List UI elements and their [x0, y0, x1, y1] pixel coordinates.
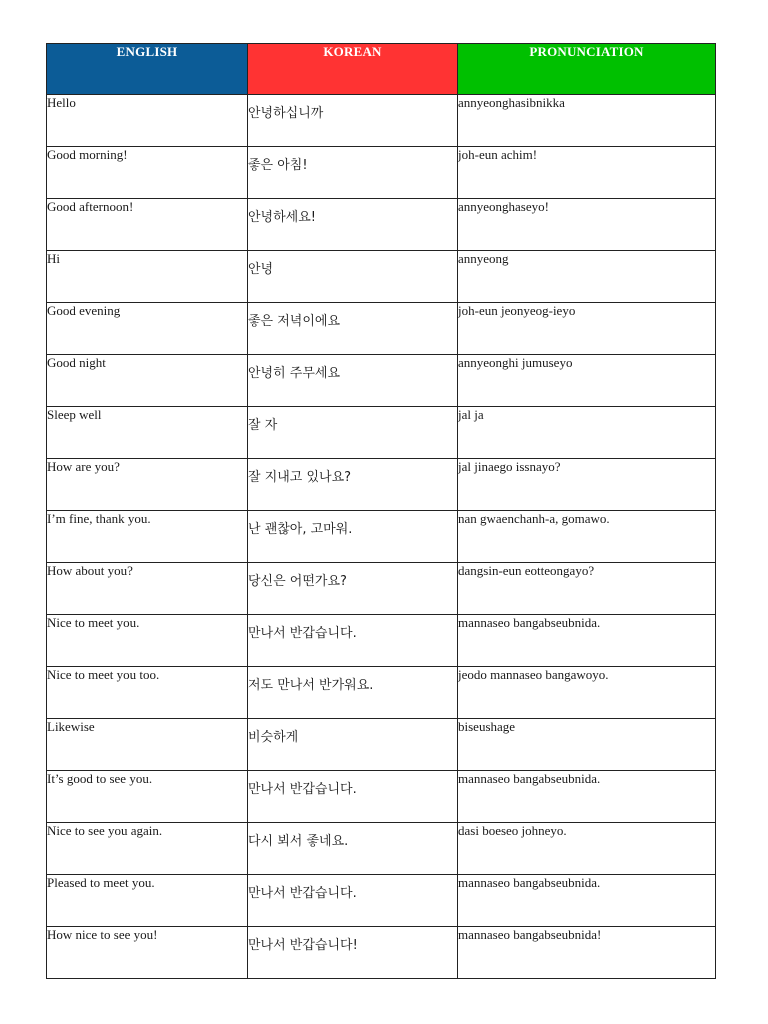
table-row: [47, 511, 716, 563]
table-row: [47, 823, 716, 875]
korean-cell: 좋은 아침!: [248, 147, 458, 199]
table-row: [47, 615, 716, 667]
english-cell: I’m fine, thank you.: [47, 511, 248, 563]
korean-cell: 안녕히 주무세요: [248, 355, 458, 407]
korean-cell: 만나서 반갑습니다!: [248, 927, 458, 979]
pronunciation-cell: jal jinaego issnayo?: [458, 459, 716, 511]
pronunciation-cell: dangsin-eun eotteongayo?: [458, 563, 716, 615]
english-cell: Nice to see you again.: [47, 823, 248, 875]
english-cell: Likewise: [47, 719, 248, 771]
table-row: [47, 147, 716, 199]
pronunciation-cell: joh-eun achim!: [458, 147, 716, 199]
korean-cell: 안녕하세요!: [248, 199, 458, 251]
english-cell: Good night: [47, 355, 248, 407]
table-row: [47, 875, 716, 927]
english-cell: Good evening: [47, 303, 248, 355]
korean-cell: 안녕하십니까: [248, 95, 458, 147]
english-cell: It’s good to see you.: [47, 771, 248, 823]
table-row: [47, 771, 716, 823]
korean-cell: 비슷하게: [248, 719, 458, 771]
english-cell: Nice to meet you too.: [47, 667, 248, 719]
pronunciation-cell: jeodo mannaseo bangawoyo.: [458, 667, 716, 719]
english-cell: Good afternoon!: [47, 199, 248, 251]
korean-cell: 당신은 어떤가요?: [248, 563, 458, 615]
korean-cell: 만나서 반갑습니다.: [248, 615, 458, 667]
table-row: [47, 719, 716, 771]
pronunciation-cell: annyeong: [458, 251, 716, 303]
table-row: [47, 199, 716, 251]
english-cell: Pleased to meet you.: [47, 875, 248, 927]
korean-cell: 만나서 반갑습니다.: [248, 875, 458, 927]
phrase-table: [46, 43, 716, 979]
english-cell: Good morning!: [47, 147, 248, 199]
english-cell: Nice to meet you.: [47, 615, 248, 667]
table-row: [47, 459, 716, 511]
table-body: [47, 95, 716, 979]
korean-cell: 만나서 반갑습니다.: [248, 771, 458, 823]
pronunciation-cell: biseushage: [458, 719, 716, 771]
pronunciation-cell: mannaseo bangabseubnida.: [458, 615, 716, 667]
pronunciation-cell: annyeonghasibnikka: [458, 95, 716, 147]
korean-cell: 안녕: [248, 251, 458, 303]
pronunciation-cell: mannaseo bangabseubnida.: [458, 875, 716, 927]
pronunciation-column-header: PRONUNCIATION: [458, 44, 716, 95]
pronunciation-cell: mannaseo bangabseubnida.: [458, 771, 716, 823]
pronunciation-cell: annyeonghi jumuseyo: [458, 355, 716, 407]
table-row: [47, 251, 716, 303]
table-row: [47, 927, 716, 979]
english-cell: Hi: [47, 251, 248, 303]
korean-cell: 저도 만나서 반가워요.: [248, 667, 458, 719]
pronunciation-cell: jal ja: [458, 407, 716, 459]
table-row: [47, 667, 716, 719]
header-row: [47, 44, 716, 95]
english-column-header: ENGLISH: [47, 44, 248, 95]
korean-column-header: KOREAN: [248, 44, 458, 95]
korean-cell: 난 괜찮아, 고마워.: [248, 511, 458, 563]
korean-cell: 좋은 저녁이에요: [248, 303, 458, 355]
english-cell: How are you?: [47, 459, 248, 511]
pronunciation-cell: nan gwaenchanh-a, gomawo.: [458, 511, 716, 563]
table-header: [47, 44, 716, 95]
pronunciation-cell: dasi boeseo johneyo.: [458, 823, 716, 875]
table-row: [47, 95, 716, 147]
korean-cell: 잘 지내고 있나요?: [248, 459, 458, 511]
pronunciation-cell: annyeonghaseyo!: [458, 199, 716, 251]
english-cell: Hello: [47, 95, 248, 147]
english-cell: Sleep well: [47, 407, 248, 459]
english-cell: How nice to see you!: [47, 927, 248, 979]
korean-cell: 다시 뵈서 좋네요.: [248, 823, 458, 875]
pronunciation-cell: joh-eun jeonyeog-ieyo: [458, 303, 716, 355]
english-cell: How about you?: [47, 563, 248, 615]
pronunciation-cell: mannaseo bangabseubnida!: [458, 927, 716, 979]
table-row: [47, 563, 716, 615]
table-row: [47, 407, 716, 459]
table-row: [47, 303, 716, 355]
korean-cell: 잘 자: [248, 407, 458, 459]
table-row: [47, 355, 716, 407]
